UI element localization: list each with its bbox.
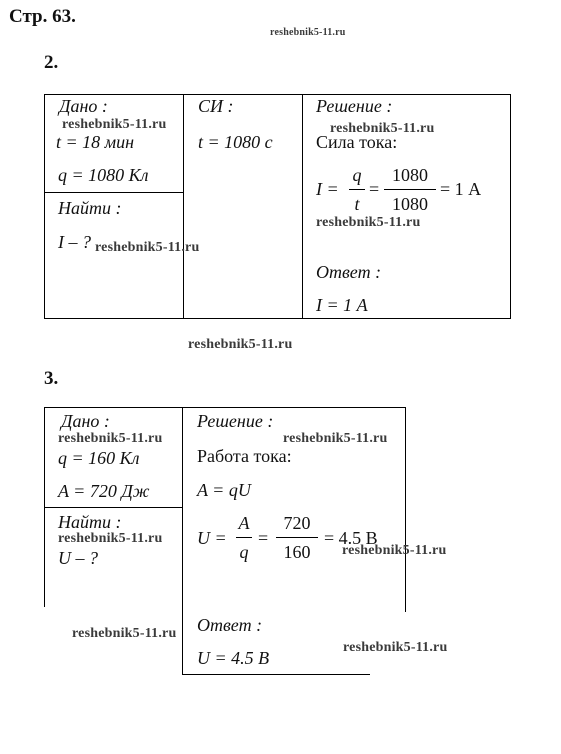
solution-title: Сила тока:: [316, 132, 398, 152]
formula-work: A = qU: [197, 480, 251, 500]
watermark: reshebnik5-11.ru: [330, 121, 435, 136]
fraction-denominator: q: [239, 542, 249, 562]
fraction-bar: [276, 537, 318, 538]
answer-value: U = 4.5 В: [197, 648, 270, 668]
task-2-number: 2.: [44, 52, 59, 73]
watermark: reshebnik5-11.ru: [343, 640, 448, 655]
given-t: t = 18 мин: [56, 132, 135, 152]
si-t: t = 1080 с: [198, 132, 273, 152]
given-q: q = 160 Кл: [58, 448, 140, 468]
solution-label: Решение :: [197, 411, 274, 431]
fraction-denominator: t: [354, 194, 360, 214]
watermark: reshebnik5-11.ru: [58, 431, 163, 446]
answer-label: Ответ :: [197, 615, 263, 635]
watermark: reshebnik5-11.ru: [342, 543, 447, 558]
given-a: A = 720 Дж: [58, 481, 150, 501]
find-value: U – ?: [58, 548, 98, 568]
page-number: Стр. 63.: [9, 6, 76, 27]
watermark: reshebnik5-11.ru: [316, 215, 421, 230]
fraction-bar: [236, 537, 252, 538]
answer-value: I = 1 А: [316, 295, 368, 315]
fraction-bar: [349, 189, 365, 190]
fraction-numerator: A: [238, 513, 250, 533]
watermark: reshebnik5-11.ru: [58, 531, 163, 546]
fraction-numerator: q: [352, 165, 362, 185]
watermark: reshebnik5-11.ru: [283, 431, 388, 446]
solution-label: Решение :: [316, 96, 393, 116]
given-q: q = 1080 Кл: [58, 165, 149, 185]
solution-title: Работа тока:: [197, 446, 292, 466]
watermark: reshebnik5-11.ru: [270, 27, 346, 38]
given-label: Дано :: [59, 96, 108, 116]
fraction-bar: [384, 189, 436, 190]
fraction-numerator: 720: [283, 513, 311, 533]
find-value: I – ?: [58, 232, 91, 252]
fraction-denominator: 1080: [392, 194, 428, 214]
answer-label: Ответ :: [316, 262, 382, 282]
watermark: reshebnik5-11.ru: [188, 337, 293, 352]
fraction-numerator: 1080: [392, 165, 428, 185]
si-label: СИ :: [198, 96, 234, 116]
watermark: reshebnik5-11.ru: [72, 626, 177, 641]
find-label: Найти :: [58, 512, 122, 532]
watermark: reshebnik5-11.ru: [62, 117, 167, 132]
given-label: Дано :: [61, 411, 110, 431]
find-label: Найти :: [58, 198, 122, 218]
watermark: reshebnik5-11.ru: [95, 240, 200, 255]
task-3-number: 3.: [44, 368, 59, 389]
fraction-denominator: 160: [283, 542, 311, 562]
